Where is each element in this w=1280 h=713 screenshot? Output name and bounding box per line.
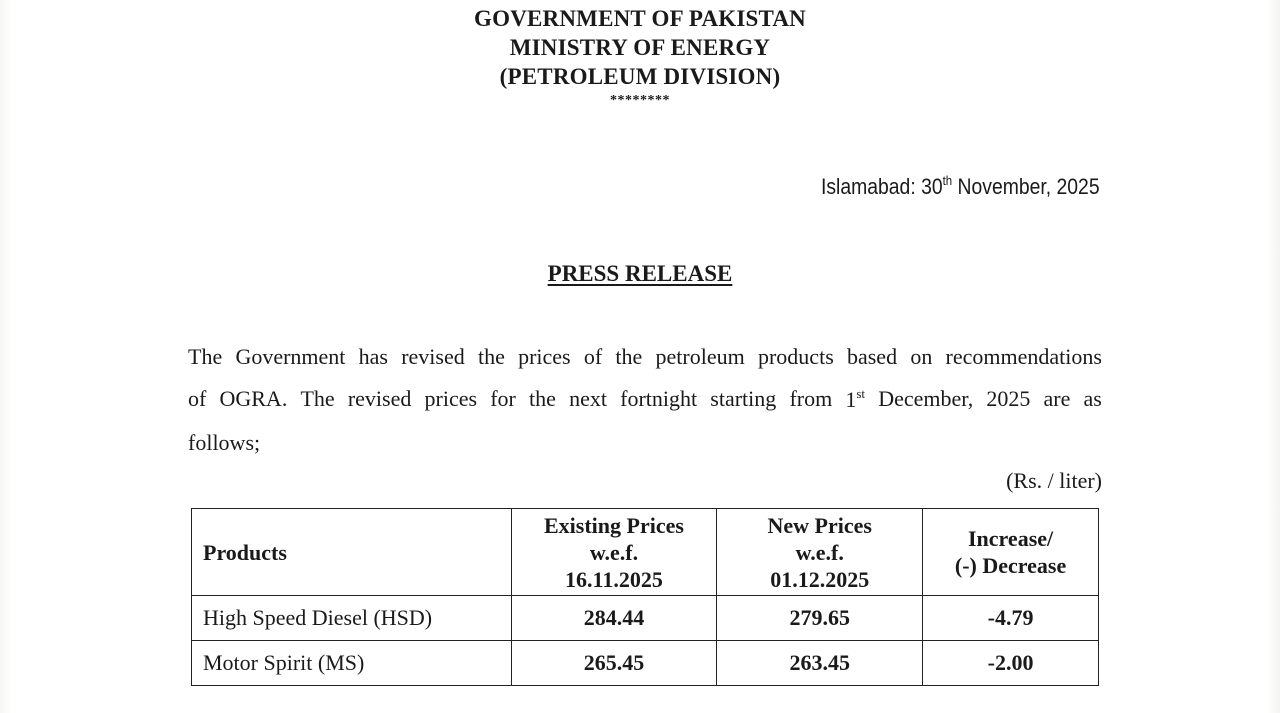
table-header-row	[192, 509, 1099, 596]
body-word: of	[188, 386, 207, 411]
table-row	[192, 596, 1099, 641]
new-price-cell: 279.65	[717, 596, 923, 641]
body-word: December,	[878, 386, 974, 411]
change-cell: -2.00	[923, 641, 1099, 686]
body-word: Government	[235, 344, 346, 369]
body-date-number: 1	[845, 387, 857, 412]
dateline-sup: th	[943, 173, 953, 188]
body-word: recommendations	[945, 344, 1102, 369]
dateline	[821, 173, 1100, 200]
table-row	[192, 641, 1099, 686]
body-date-sup: st	[856, 386, 866, 401]
body-word: on	[910, 344, 933, 369]
header-new-prices: New Prices w.e.f. 01.12.2025	[717, 509, 923, 596]
body-word: from	[789, 386, 833, 411]
header-change: Increase/ (-) Decrease	[923, 509, 1099, 596]
header-ministry: MINISTRY OF ENERGY	[509, 35, 771, 60]
header-ornament: ********	[610, 93, 670, 108]
header-products: Products	[192, 509, 512, 596]
body-word: has	[358, 344, 388, 369]
unit-note: (Rs. / liter)	[1006, 468, 1102, 493]
body-word: the	[477, 344, 505, 369]
body-word: 2025	[986, 386, 1031, 411]
existing-price-cell: 284.44	[511, 596, 717, 641]
body-word: products	[757, 344, 834, 369]
body-word: the	[529, 386, 556, 411]
change-cell: -4.79	[923, 596, 1099, 641]
header-government: GOVERNMENT OF PAKISTAN	[474, 6, 806, 31]
body-word: The	[300, 386, 335, 411]
body-word: prices	[518, 344, 571, 369]
header-division: (PETROLEUM DIVISION)	[499, 64, 781, 89]
body-line-2-words	[188, 386, 1102, 413]
header-existing-prices: Existing Prices w.e.f. 16.11.2025	[511, 509, 717, 596]
body-word: next	[569, 386, 607, 411]
new-price-cell: 263.45	[717, 641, 923, 686]
body-word: revised	[401, 344, 465, 369]
body-line-2	[188, 386, 1102, 413]
body-word: starting	[710, 386, 777, 411]
body-word: are	[1043, 386, 1071, 411]
body-line-3: follows;	[188, 430, 261, 455]
product-cell: Motor Spirit (MS)	[192, 641, 512, 686]
body-date-ordinal	[845, 386, 865, 413]
product-cell: High Speed Diesel (HSD)	[192, 596, 512, 641]
body-word: for	[490, 386, 516, 411]
price-table	[191, 508, 1099, 686]
body-word: of	[583, 344, 603, 369]
body-word: OGRA.	[219, 386, 288, 411]
body-word: petroleum	[655, 344, 745, 369]
press-release-title: PRESS RELEASE	[547, 261, 733, 286]
body-word: The	[188, 344, 223, 369]
body-word: prices	[424, 386, 478, 411]
dateline-prefix: Islamabad: 30	[821, 174, 944, 199]
body-word: revised	[347, 386, 412, 411]
dateline-suffix: November, 2025	[952, 174, 1100, 199]
existing-price-cell: 265.45	[511, 641, 717, 686]
body-line-1-words	[188, 344, 1102, 370]
body-word: based	[846, 344, 898, 369]
body-word: the	[615, 344, 643, 369]
body-word: as	[1083, 386, 1102, 411]
body-line-1	[188, 344, 1102, 370]
body-word: fortnight	[620, 386, 698, 411]
